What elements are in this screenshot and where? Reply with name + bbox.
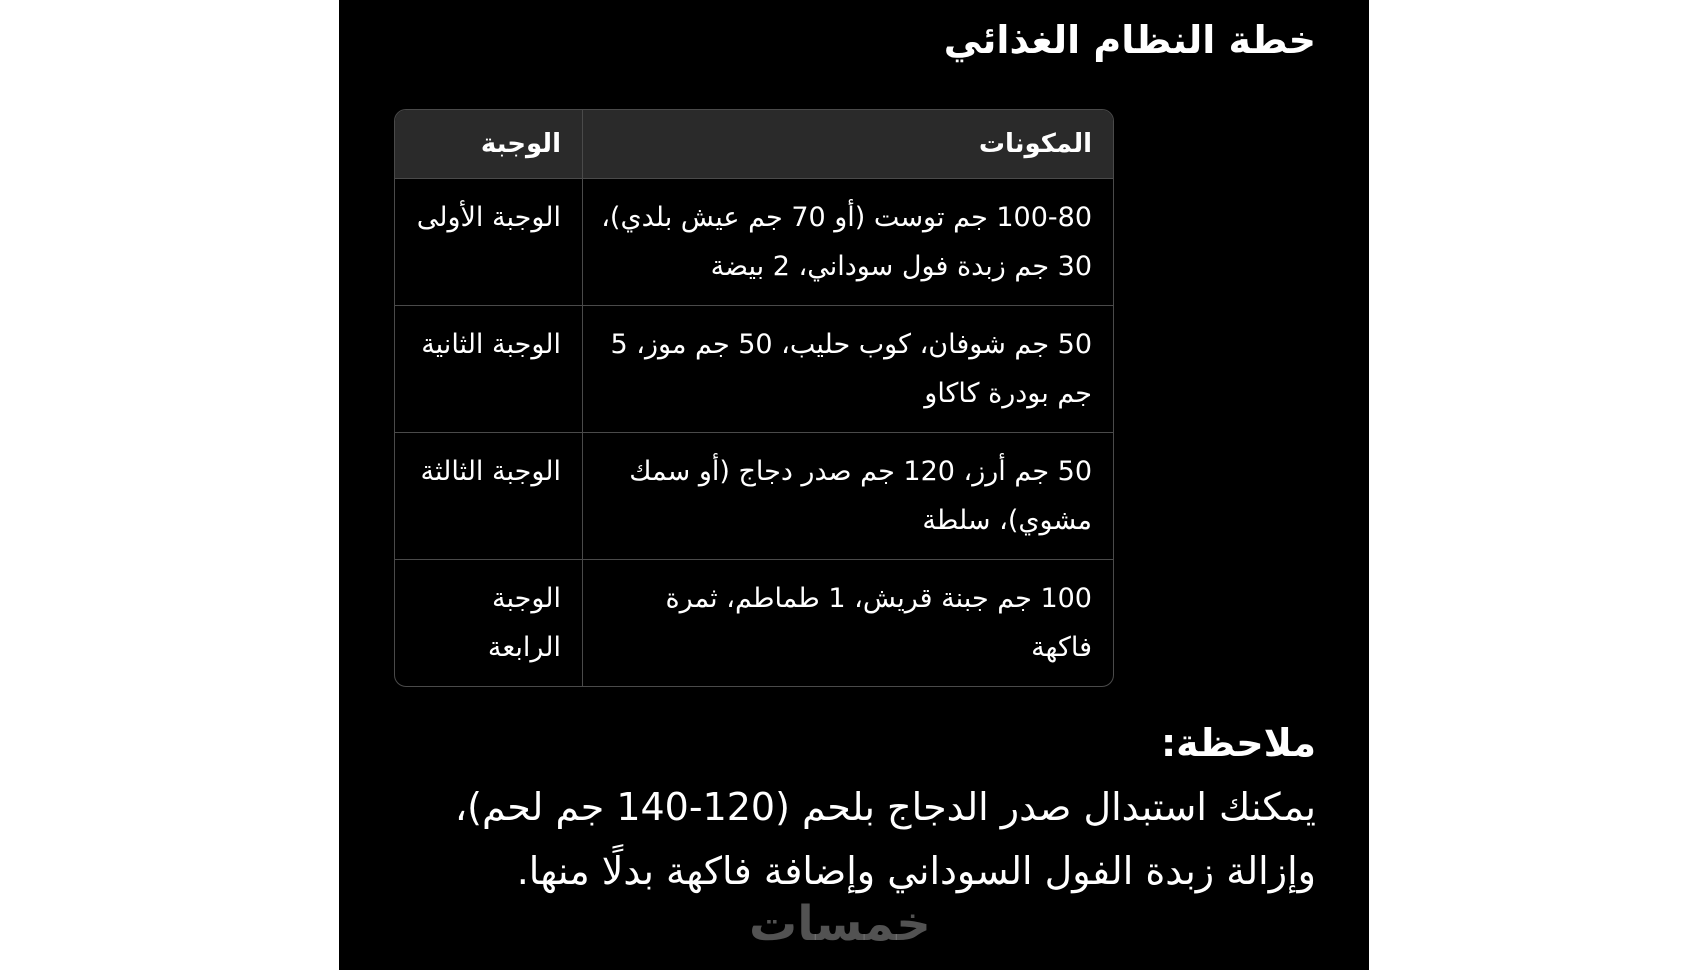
- diet-table: [394, 109, 1114, 687]
- note-heading: ملاحظة:: [1160, 721, 1316, 765]
- watermark-logo: خمسات: [749, 896, 931, 952]
- cell-ingredients: 100-80 جم توست (أو 70 جم عيش بلدي)، 30 جم زبدة فول سوداني، 2 بيضة: [583, 179, 1114, 306]
- table-row: [395, 306, 1113, 433]
- header-meal: الوجبة: [395, 110, 583, 179]
- page-title: خطة النظام الغذائي: [943, 18, 1316, 62]
- cell-meal: الوجبة الرابعة: [395, 560, 583, 687]
- table-row: [395, 560, 1113, 687]
- header-ingredients: المكونات: [583, 110, 1114, 179]
- table-header-row: [395, 110, 1113, 179]
- article-content: [392, 0, 1316, 903]
- table-row: [395, 179, 1113, 306]
- cell-ingredients: 50 جم أرز، 120 جم صدر دجاج (أو سمك مشوي)، سلطة: [583, 433, 1114, 560]
- cell-ingredients: 100 جم جبنة قريش، 1 طماطم، ثمرة فاكهة: [583, 560, 1114, 687]
- cell-meal: الوجبة الثالثة: [395, 433, 583, 560]
- cell-ingredients: 50 جم شوفان، كوب حليب، 50 جم موز، 5 جم بودرة كاكاو: [583, 306, 1114, 433]
- table-row: [395, 433, 1113, 560]
- note-body: يمكنك استبدال صدر الدجاج بلحم (120-140 جم لحم)، وإزالة زبدة الفول السوداني وإضافة فاكهة بدلًا منها.: [454, 785, 1316, 893]
- cell-meal: الوجبة الأولى: [395, 179, 583, 306]
- cell-meal: الوجبة الثانية: [395, 306, 583, 433]
- content-panel: [339, 0, 1369, 970]
